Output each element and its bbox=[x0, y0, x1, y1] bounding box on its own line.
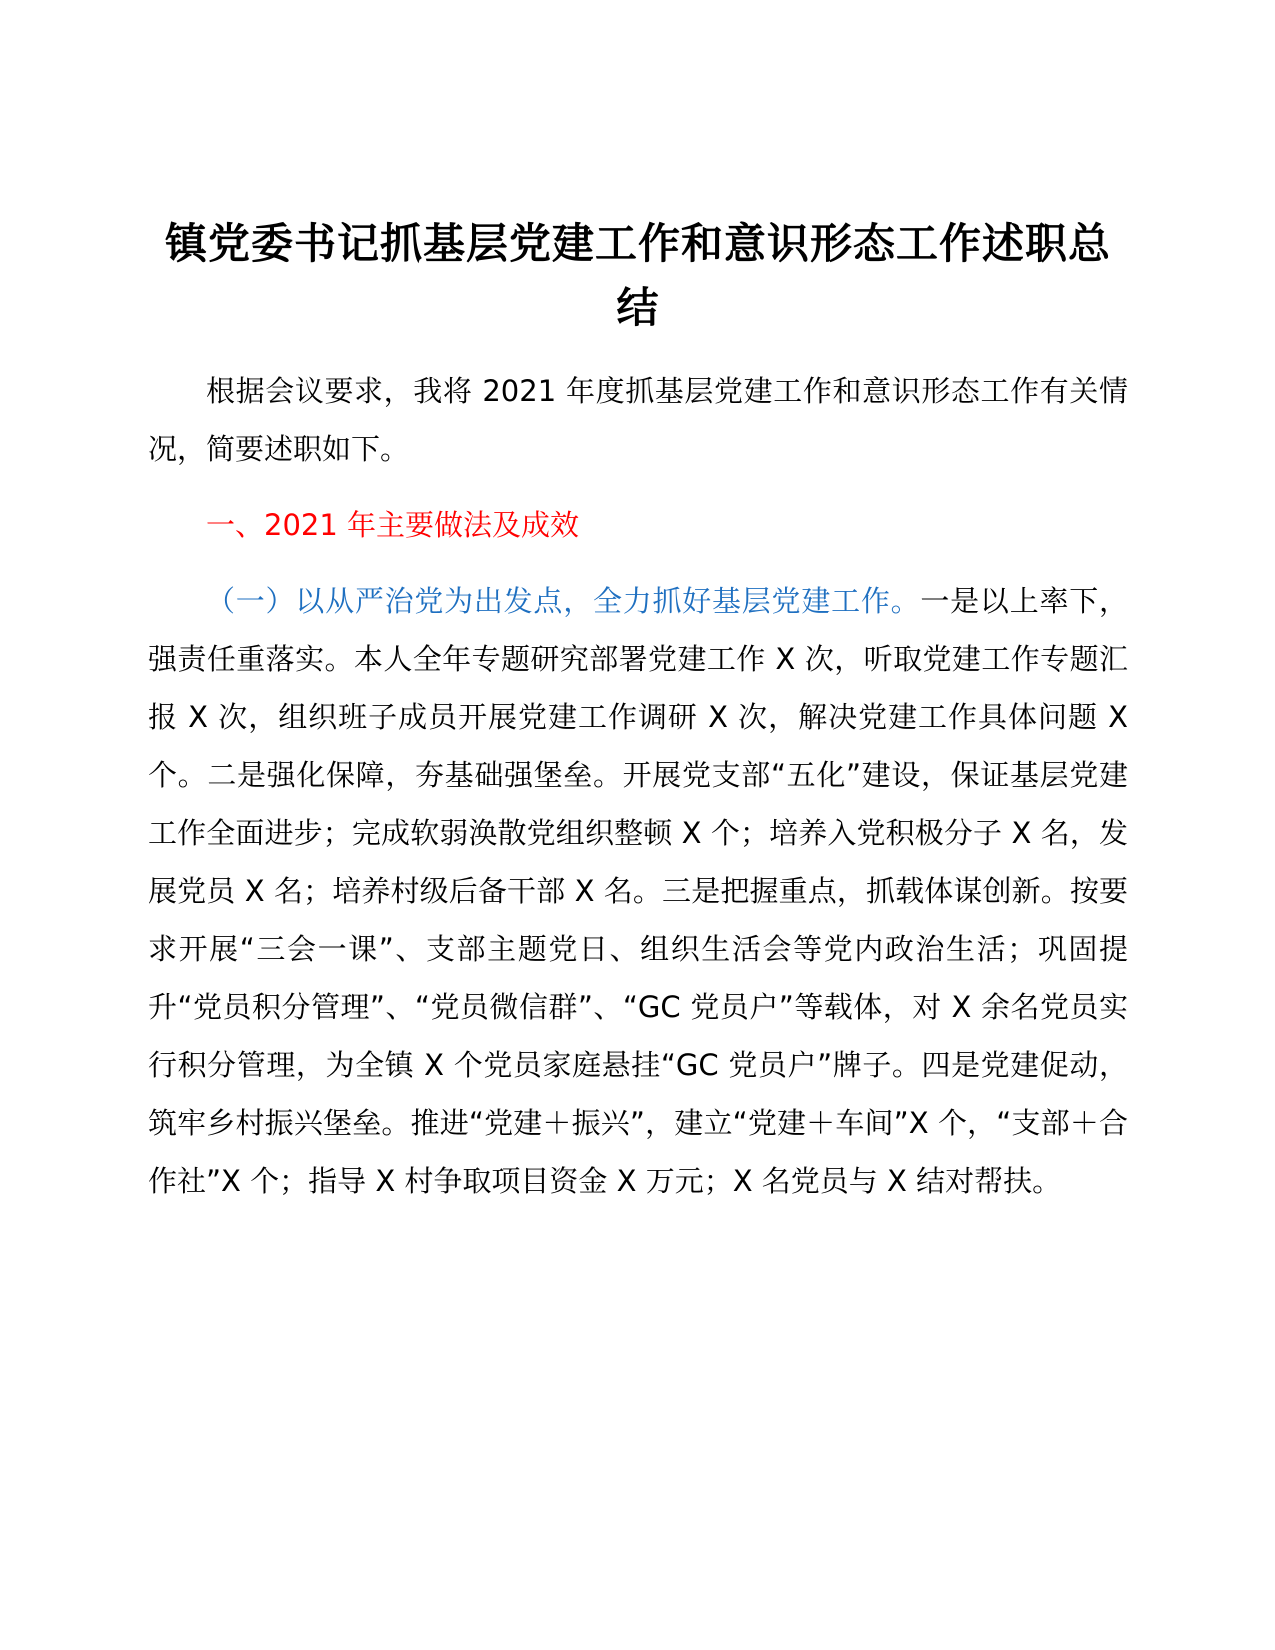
document-title: 镇党委书记抓基层党建工作和意识形态工作述职总结 bbox=[164, 219, 1111, 332]
intro-paragraph: 根据会议要求，我将 2021 年度抓基层党建工作和意识形态工作有关情况，简要述职如下。 bbox=[148, 374, 1128, 466]
subsection-paragraph bbox=[148, 572, 1128, 1210]
subsection-heading: （一）以从严治党为出发点，全力抓好基层党建工作。 bbox=[206, 584, 921, 618]
document-page bbox=[148, 212, 1128, 1210]
section-heading: 一、2021 年主要做法及成效 bbox=[206, 508, 580, 542]
subsection-body: 一是以上率下，强责任重落实。本人全年专题研究部署党建工作 X 次，听取党建工作专题汇报 X 次，组织班子成员开展党建工作调研 X 次，解决党建工作具体问题 X 个。二是强化保障，夯基础强堡垒。开展党支部“五化”建设，保证基层党建工作全面进步；完成软弱涣散党组织整顿 X 个；培养入党积极分子 X 名，发展党员 X 名；培养村级后备干部 X 名。三是把握重点，抓载体谋创新。按要求开展“三会一课”、支部主题党日、组织生活会等党内政治生活；巩固提升“党员积分管理”、“党员微信群”、“GC 党员户”等载体，对 X 余名党员实行积分管理，为全镇 X 个党员家庭悬挂“GC 党员户”牌子。四是党建促动，筑牢乡村振兴堡垒。推进“党建＋振兴”，建立“党建＋车间”X 个，“支部＋合作社”X 个；指导 X 村争取项目资金 X 万元；X 名党员与 X 结对帮扶。 bbox=[148, 584, 1128, 1198]
